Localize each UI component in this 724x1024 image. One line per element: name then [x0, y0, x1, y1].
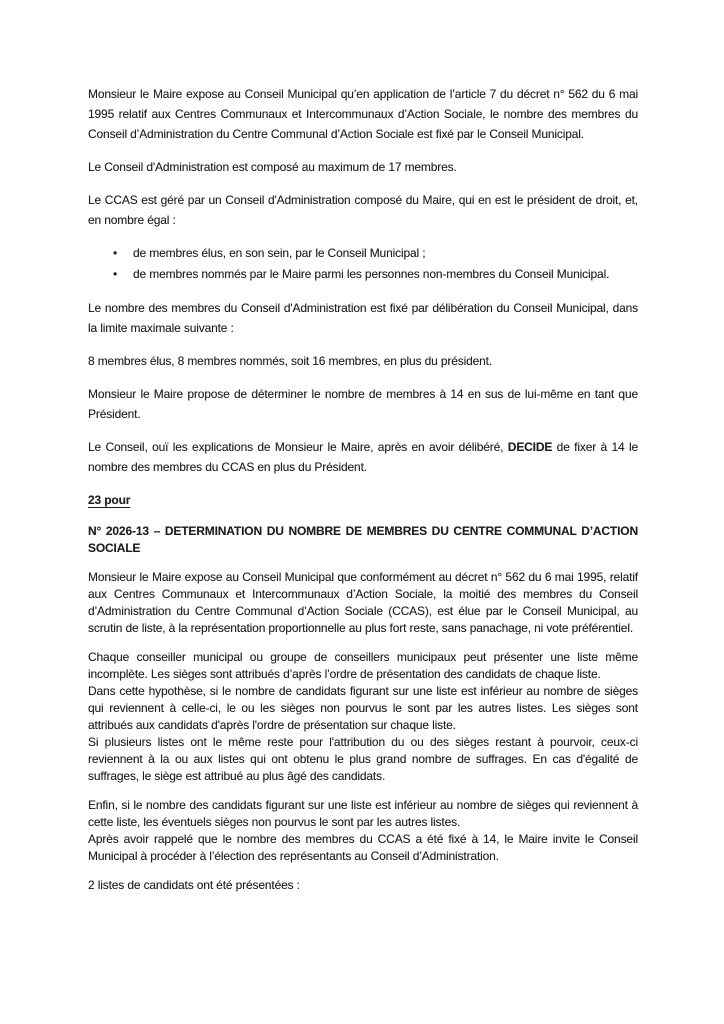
bullet-icon: • — [113, 246, 118, 260]
bullet-item-label: de membres nommés par le Maire parmi les personnes non-membres du Conseil Municipal. — [133, 267, 610, 281]
bullet-list-membres — [88, 243, 638, 285]
section-deliberation-ccas — [88, 84, 638, 510]
decision-text-after: de fixer à 14 le nombre des membres du CCAS en plus du Président. — [88, 440, 638, 474]
list-item — [88, 243, 638, 264]
paragraph-listes-2: Dans cette hypothèse, si le nombre de candidats figurant sur une liste est inférieur au nombre de sièges qui reviennent à celle-ci, le ou les sièges non pourvus le sont par les autres listes. Les sièges sont attribués aux candidats d'après l'ordre de présentation sur chaque liste. — [88, 684, 638, 732]
paragraph-decision — [88, 437, 638, 477]
document-body — [88, 84, 638, 894]
paragraph-deliberation: Le nombre des membres du Conseil d'Administration est fixé par délibération du Conseil Municipal, dans la limite maximale suivante : — [88, 301, 638, 335]
bullet-icon: • — [113, 267, 118, 281]
vote-result: 23 pour — [88, 493, 131, 507]
paragraph-maire-propose: Monsieur le Maire propose de déterminer le nombre de membres à 14 en sus de lui-même en tant que Président. — [88, 387, 638, 421]
paragraph-intro-decret: Monsieur le Maire expose au Conseil Municipal qu’en application de l’article 7 du décret n° 562 du 6 mai 1995 relatif aux Centres Communaux et Intercommunaux d’Action Sociale, le nombre des membres du Conseil d’Administration du Centre Communal d’Action Sociale est fixé par le Conseil Municipal. — [88, 87, 638, 141]
paragraph-huit-membres: 8 membres élus, 8 membres nommés, soit 16 membres, en plus du président. — [88, 354, 493, 368]
paragraph-listes-3: Si plusieurs listes ont le même reste pour l'attribution du ou des sièges restant à pourvoir, ceux-ci reviennent à la ou aux listes qui ont obtenu le plus grand nombre de suffrages. En cas d'égalité de suffrages, le siège est attribué au plus âgé des candidats. — [88, 735, 638, 783]
paragraph-enfin: Enfin, si le nombre des candidats figurant sur une liste est inférieur au nombre de sièges qui reviennent à cette liste, les éventuels sièges non pourvus le sont par les autres listes. — [88, 798, 638, 829]
paragraph-max-membres: Le Conseil d'Administration est composé au maximum de 17 membres. — [88, 160, 457, 174]
paragraph-listes-1: Chaque conseiller municipal ou groupe de conseillers municipaux peut présenter une liste même incomplète. Les sièges sont attribués d’après l’ordre de présentation des candidats de chaque liste. — [88, 650, 638, 681]
paragraph-expose-scrutin: Monsieur le Maire expose au Conseil Municipal que conformément au décret n° 562 du 6 mai 1995, relatif aux Centres Communaux et Intercommunaux d’Action Sociale, la moitié des membres du Conseil d’Administration du Centre Communal d’Action Sociale (CCAS), est élue par le Conseil Municipal, au scrutin de liste, à la représentation proportionnelle au plus fort reste, sans panachage, ni vote préférentiel. — [88, 570, 638, 635]
paragraph-apres-rappel: Après avoir rappelé que le nombre des membres du CCAS a été fixé à 14, le Maire invite le Conseil Municipal à procéder à l’élection des représentants au Conseil d’Administration. — [88, 832, 638, 863]
paragraph-deux-listes: 2 listes de candidats ont été présentées : — [88, 878, 300, 892]
section-heading: N° 2026-13 – DETERMINATION DU NOMBRE DE MEMBRES DU CENTRE COMMUNAL D’ACTION SOCIALE — [88, 524, 638, 555]
list-item — [88, 264, 638, 285]
section-determination-nombre — [88, 523, 638, 894]
paragraph-ccas-gere: Le CCAS est géré par un Conseil d'Administration composé du Maire, qui en est le président de droit, et, en nombre égal : — [88, 193, 638, 227]
decision-keyword: DECIDE — [507, 440, 553, 454]
decision-text-before: Le Conseil, ouï les explications de Monsieur le Maire, après en avoir délibéré, — [88, 440, 508, 454]
bullet-item-label: de membres élus, en son sein, par le Conseil Municipal ; — [133, 246, 426, 260]
paragraph-group-enfin — [88, 797, 638, 865]
paragraph-group-listes — [88, 649, 638, 785]
